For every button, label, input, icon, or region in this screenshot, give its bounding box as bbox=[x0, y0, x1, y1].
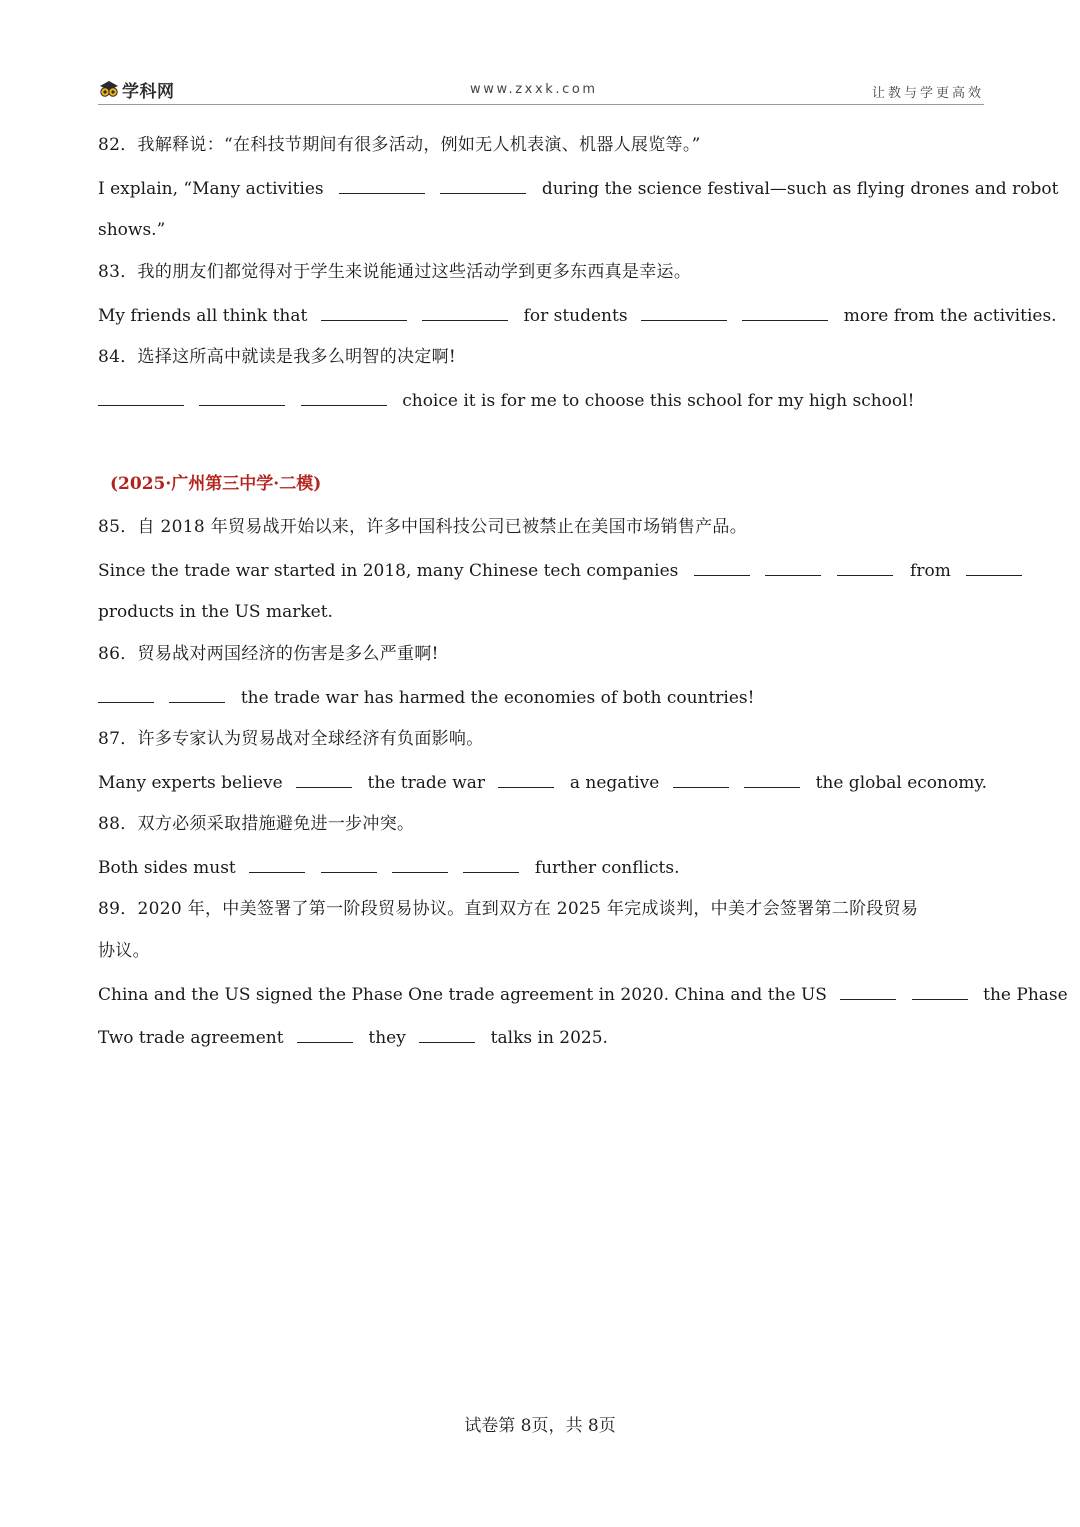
answer-blank[interactable] bbox=[249, 854, 305, 873]
answer-blank[interactable] bbox=[742, 302, 828, 321]
q87-text-1: Many experts believe bbox=[98, 773, 283, 793]
answer-blank[interactable] bbox=[744, 769, 800, 788]
q86-english bbox=[98, 684, 755, 710]
q83-text-3: more from the activities. bbox=[843, 306, 1057, 326]
q87-chinese: 87．许多专家认为贸易战对全球经济有负面影响。 bbox=[98, 729, 484, 749]
answer-blank[interactable] bbox=[392, 854, 448, 873]
answer-blank[interactable] bbox=[297, 1024, 353, 1043]
answer-blank[interactable] bbox=[199, 387, 285, 406]
q89-text-5: talks in 2025. bbox=[490, 1028, 608, 1048]
answer-blank[interactable] bbox=[498, 769, 554, 788]
answer-blank[interactable] bbox=[98, 387, 184, 406]
q89-chinese-line1: 89．2020 年，中美签署了第一阶段贸易协议。直到双方在 2025 年完成谈判，中美才会签署第二阶段贸易 bbox=[98, 899, 919, 919]
answer-blank[interactable] bbox=[673, 769, 729, 788]
q89-text-1: China and the US signed the Phase One trade agreement in 2020. China and the US bbox=[98, 985, 827, 1005]
q83-text-1: My friends all think that bbox=[98, 306, 308, 326]
q82-english-line2: shows.” bbox=[98, 220, 166, 240]
q84-chinese: 84．选择这所高中就读是我多么明智的决定啊! bbox=[98, 347, 457, 367]
q89-text-4: they bbox=[368, 1028, 406, 1048]
q89-english-line1 bbox=[98, 981, 1068, 1007]
page-header bbox=[98, 74, 984, 105]
q85-chinese: 85．自 2018 年贸易战开始以来，许多中国科技公司已被禁止在美国市场销售产品。 bbox=[98, 517, 748, 537]
q88-chinese: 88．双方必须采取措施避免进一步冲突。 bbox=[98, 814, 415, 834]
answer-blank[interactable] bbox=[463, 854, 519, 873]
q87-text-2: the trade war bbox=[367, 773, 486, 793]
page-number: 试卷第 8页，共 8页 bbox=[464, 1416, 616, 1436]
q83-chinese: 83．我的朋友们都觉得对于学生来说能通过这些活动学到更多东西真是幸运。 bbox=[98, 262, 692, 282]
q86-text-1: the trade war has harmed the economies of both countries! bbox=[240, 688, 755, 708]
answer-blank[interactable] bbox=[912, 981, 968, 1000]
answer-blank[interactable] bbox=[321, 854, 377, 873]
q85-text-2: from bbox=[910, 561, 951, 581]
answer-blank[interactable] bbox=[694, 557, 750, 576]
q89-english-line2 bbox=[98, 1024, 608, 1050]
answer-blank[interactable] bbox=[837, 557, 893, 576]
q87-english bbox=[98, 769, 987, 795]
q83-text-2: for students bbox=[523, 306, 628, 326]
q88-english bbox=[98, 854, 680, 880]
answer-blank[interactable] bbox=[98, 684, 154, 703]
q85-text-1: Since the trade war started in 2018, many Chinese tech companies bbox=[98, 561, 679, 581]
q82-chinese: 82．我解释说：“在科技节期间有很多活动，例如无人机表演、机器人展览等。” bbox=[98, 135, 701, 155]
q89-text-3: Two trade agreement bbox=[98, 1028, 284, 1048]
site-url: www.zxxk.com bbox=[470, 82, 598, 97]
q89-chinese-line2: 协议。 bbox=[98, 941, 150, 961]
q84-text-1: choice it is for me to choose this school for my high school! bbox=[402, 391, 915, 411]
answer-blank[interactable] bbox=[419, 1024, 475, 1043]
answer-blank[interactable] bbox=[641, 302, 727, 321]
answer-blank[interactable] bbox=[321, 302, 407, 321]
answer-blank[interactable] bbox=[765, 557, 821, 576]
answer-blank[interactable] bbox=[440, 175, 526, 194]
answer-blank[interactable] bbox=[169, 684, 225, 703]
answer-blank[interactable] bbox=[339, 175, 425, 194]
q88-text-2: further conflicts. bbox=[534, 858, 680, 878]
q86-chinese: 86．贸易战对两国经济的伤害是多么严重啊! bbox=[98, 644, 439, 664]
q87-text-3: a negative bbox=[569, 773, 660, 793]
answer-blank[interactable] bbox=[422, 302, 508, 321]
slogan: 让教与学更高效 bbox=[871, 86, 984, 101]
q87-text-4: the global economy. bbox=[815, 773, 988, 793]
q83-english bbox=[98, 302, 1057, 328]
answer-blank[interactable] bbox=[840, 981, 896, 1000]
q85-english-line1 bbox=[98, 557, 1026, 583]
q85-english-line2: products in the US market. bbox=[98, 602, 333, 622]
q82-english-line1 bbox=[98, 175, 1058, 201]
answer-blank[interactable] bbox=[296, 769, 352, 788]
q82-text-1: I explain, “Many activities bbox=[98, 179, 324, 199]
q88-text-1: Both sides must bbox=[98, 858, 236, 878]
logo-text: 学科网 bbox=[122, 81, 175, 102]
q82-text-2: during the science festival—such as flying drones and robot bbox=[541, 179, 1059, 199]
q84-english bbox=[98, 387, 914, 413]
answer-blank[interactable] bbox=[966, 557, 1022, 576]
answer-blank[interactable] bbox=[301, 387, 387, 406]
logo bbox=[98, 78, 175, 100]
section-title: (2025·广州第三中学·二模) bbox=[110, 474, 322, 494]
owl-logo-icon bbox=[98, 80, 120, 98]
q89-text-2: the Phase bbox=[983, 985, 1068, 1005]
